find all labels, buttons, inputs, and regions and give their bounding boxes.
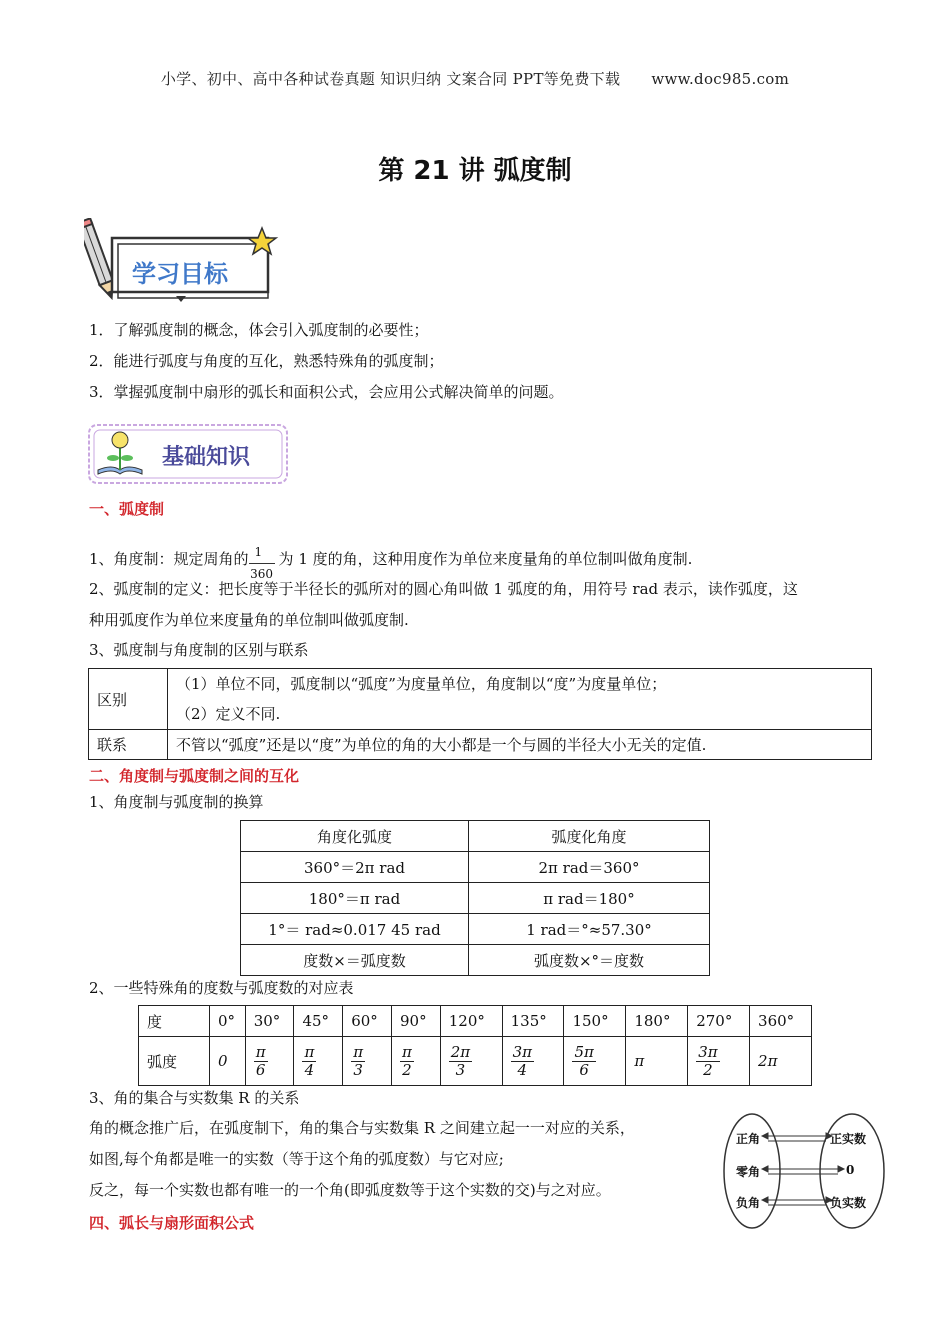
diagram-left-1: 零角 xyxy=(736,1165,761,1179)
diff-label: 区别 xyxy=(89,669,168,730)
degree-cell: 360° xyxy=(750,1006,812,1037)
radian-fraction xyxy=(696,1044,719,1079)
radian-row xyxy=(139,1037,812,1086)
table-row xyxy=(241,852,710,883)
header-text: 小学、初中、高中各种试卷真题 知识归纳 文案合同 PPT等免费下载 xyxy=(160,70,621,88)
fraction-numerator: π xyxy=(401,1042,412,1061)
diff-1: （1）单位不同，弧度制以“弧度”为度量单位，角度制以“度”为度量单位； xyxy=(176,675,667,693)
conversion-table xyxy=(240,820,710,976)
goals-badge-label: 学习目标 xyxy=(132,260,228,288)
diagram-right-0: 正实数 xyxy=(830,1132,867,1146)
special-angles-table xyxy=(138,1005,812,1086)
goal-3: 3．掌握弧度制中扇形的弧长和面积公式，会应用公式解决简单的问题。 xyxy=(89,383,564,401)
fraction-numerator: 5π xyxy=(574,1042,594,1061)
fraction-denominator: 4 xyxy=(304,1060,315,1079)
radian-fraction xyxy=(400,1044,414,1079)
radian-cell xyxy=(440,1037,502,1086)
section3-p2: 如图,每个角都是唯一的实数（等于这个角的弧度数）与它对应; xyxy=(89,1150,504,1168)
link-text: 不管以“弧度”还是以“度”为单位的角的大小都是一个与圆的半径大小无关的定值. xyxy=(168,730,872,760)
knowledge-badge-label: 基础知识 xyxy=(162,445,251,470)
fraction-numerator: π xyxy=(353,1042,364,1061)
page-title: 第 21 讲 弧度制 xyxy=(378,156,572,186)
radian-cell xyxy=(750,1037,812,1086)
radian-value: π xyxy=(634,1052,645,1070)
diagram-right-1: 0 xyxy=(846,1163,855,1177)
section2-sub2: 2、一些特殊角的度数与弧度数的对应表 xyxy=(89,979,354,997)
radian-cell xyxy=(626,1037,688,1086)
section1-line2a: 2、弧度制的定义：把长度等于半径长的弧所对的圆心角叫做 1 弧度的角，用符号 rad 表示，读作弧度，这 xyxy=(89,580,798,598)
fraction-numerator: 2π xyxy=(450,1042,471,1061)
fraction-numerator: 3π xyxy=(698,1042,718,1061)
degree-cell: 150° xyxy=(564,1006,626,1037)
knowledge-badge xyxy=(86,422,292,488)
diagram-left-0: 正角 xyxy=(736,1132,761,1146)
diff-2: （2）定义不同. xyxy=(176,705,281,723)
conv-cell: 1 rad＝°≈57.30° xyxy=(469,914,710,945)
diff-content xyxy=(168,669,872,730)
section1-line3: 3、弧度制与角度制的区别与联系 xyxy=(89,641,309,659)
line1-suffix: 为 1 度的角，这种用度作为单位来度量角的单位制叫做角度制. xyxy=(278,550,693,568)
conv-cell: 180°＝π rad xyxy=(241,883,469,914)
section1-heading: 一、弧度制 xyxy=(89,500,165,518)
radian-fraction xyxy=(351,1044,365,1079)
fraction-denominator: 3 xyxy=(353,1060,363,1079)
header-url[interactable]: www.doc985.com xyxy=(651,70,790,88)
goal-1: 1．了解弧度制的概念，体会引入弧度制的必要性； xyxy=(89,321,429,339)
section1-line2b: 种用弧度作为单位来度量角的单位制叫做弧度制. xyxy=(89,611,409,629)
conv-cell: 2π rad＝360° xyxy=(469,852,710,883)
degree-cell: 270° xyxy=(688,1006,750,1037)
frac-denominator: 360 xyxy=(249,563,275,584)
section4-heading: 四、弧长与扇形面积公式 xyxy=(89,1214,255,1232)
degree-cell: 135° xyxy=(502,1006,564,1037)
fraction-denominator: 3 xyxy=(455,1060,466,1079)
section2-heading: 二、角度制与弧度制之间的互化 xyxy=(89,767,300,785)
radian-fraction xyxy=(449,1044,472,1079)
radian-cell xyxy=(688,1037,750,1086)
diagram-right-2: 负实数 xyxy=(830,1196,867,1210)
degree-cell: 120° xyxy=(440,1006,502,1037)
table-row xyxy=(241,883,710,914)
section3-sub: 3、角的集合与实数集 R 的关系 xyxy=(89,1089,300,1107)
diagram-left-2: 负角 xyxy=(736,1196,761,1210)
fraction-numerator: π xyxy=(304,1042,315,1061)
conv-cell: π rad＝180° xyxy=(469,883,710,914)
degree-cell: 30° xyxy=(245,1006,294,1037)
radian-cell xyxy=(210,1037,246,1086)
fraction-denominator: 4 xyxy=(517,1060,528,1079)
fraction-numerator: π xyxy=(255,1042,266,1061)
degree-cell: 60° xyxy=(343,1006,392,1037)
degree-cell: 90° xyxy=(391,1006,440,1037)
page-header xyxy=(0,68,950,89)
line1-prefix: 1、角度制：规定周角的 xyxy=(89,550,249,568)
fraction-denominator: 6 xyxy=(255,1060,266,1079)
rad-label: 弧度 xyxy=(139,1037,210,1086)
section2-sub1: 1、角度制与弧度制的换算 xyxy=(89,793,264,811)
degree-cell: 180° xyxy=(626,1006,688,1037)
radian-fraction xyxy=(254,1044,268,1079)
radian-value: 0 xyxy=(218,1052,228,1070)
section3-p3: 反之，每一个实数也都有唯一的一个角(即弧度数等于这个实数的交)与之对应。 xyxy=(89,1181,611,1199)
section1-line1 xyxy=(89,545,693,581)
radian-cell xyxy=(391,1037,440,1086)
radian-cell xyxy=(564,1037,626,1086)
link-label: 联系 xyxy=(89,730,168,760)
frac-numerator: 1 xyxy=(254,545,263,559)
radian-value: 2π xyxy=(758,1052,778,1070)
radian-fraction xyxy=(572,1044,595,1079)
conv-header-rad2deg: 弧度化角度 xyxy=(469,821,710,852)
table-row xyxy=(241,914,710,945)
conv-cell: 360°＝2π rad xyxy=(241,852,469,883)
radian-cell xyxy=(502,1037,564,1086)
radian-cell xyxy=(343,1037,392,1086)
radian-cell xyxy=(294,1037,343,1086)
radian-cell xyxy=(245,1037,294,1086)
angle-real-mapping-diagram xyxy=(722,1112,888,1230)
fraction-denominator: 2 xyxy=(402,1060,412,1079)
conv-header-deg2rad: 角度化弧度 xyxy=(241,821,469,852)
goal-2: 2．能进行弧度与角度的互化，熟悉特殊角的弧度制； xyxy=(89,352,444,370)
section3-p1: 角的概念推广后，在弧度制下，角的集合与实数集 R 之间建立起一一对应的关系， xyxy=(89,1119,635,1137)
diff-table xyxy=(88,668,872,760)
conv-cell: 度数×＝弧度数 xyxy=(241,945,469,976)
fraction-numerator: 3π xyxy=(512,1042,533,1061)
goals-badge xyxy=(84,218,284,308)
degree-cell: 0° xyxy=(210,1006,246,1037)
deg-label: 度 xyxy=(139,1006,210,1037)
table-row xyxy=(241,945,710,976)
conv-cell: 1°＝ rad≈0.017 45 rad xyxy=(241,914,469,945)
radian-fraction xyxy=(511,1044,534,1079)
fraction-denominator: 2 xyxy=(703,1060,713,1079)
fraction-denominator: 6 xyxy=(579,1060,589,1079)
degree-cell: 45° xyxy=(294,1006,343,1037)
conv-cell: 弧度数×°＝度数 xyxy=(469,945,710,976)
radian-fraction xyxy=(302,1044,316,1079)
degree-row xyxy=(139,1006,812,1037)
